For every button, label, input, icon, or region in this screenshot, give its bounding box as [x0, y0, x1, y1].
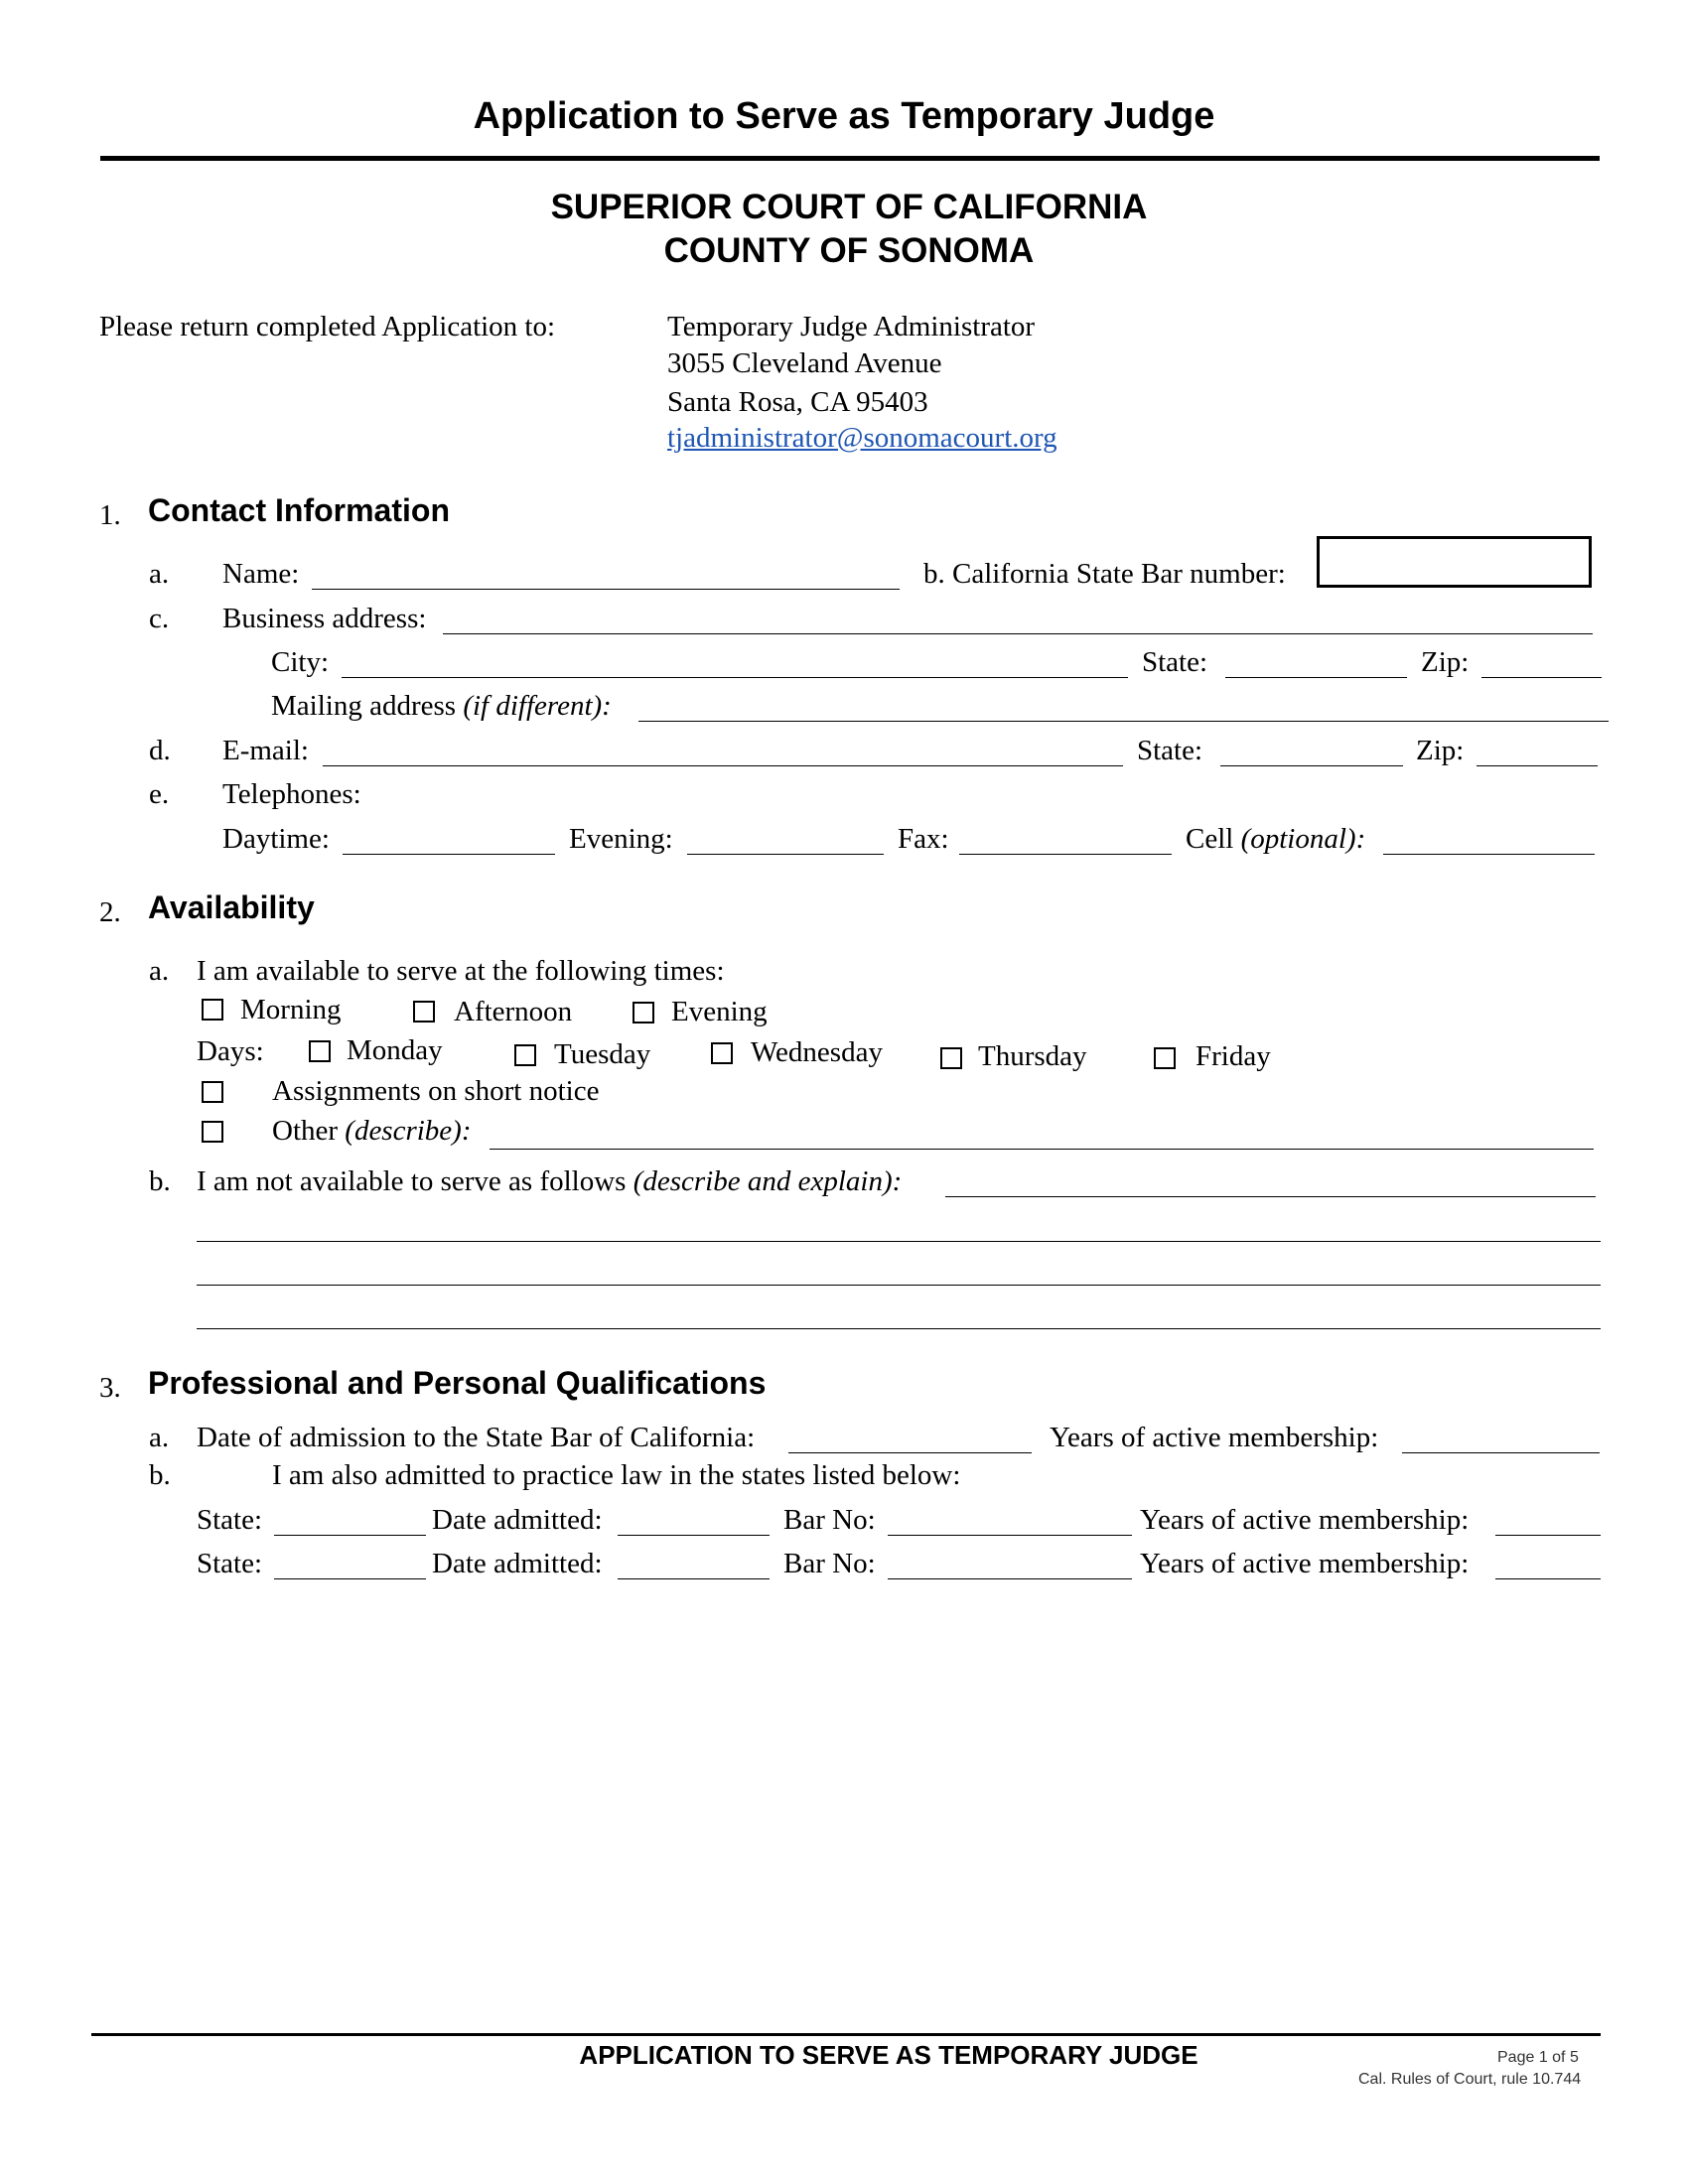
return-label: Please return completed Application to:	[99, 311, 556, 342]
admission-date-label: Date of admission to the State Bar of California:	[197, 1422, 756, 1453]
morning-label: Morning	[240, 994, 342, 1025]
section2-title: Availability	[148, 889, 315, 925]
letter-a: a.	[149, 558, 170, 590]
bar-no-row1-label: Bar No:	[783, 1504, 876, 1536]
letter-a-qualifications: a.	[149, 1422, 170, 1453]
evening-time-label: Evening	[671, 996, 768, 1027]
other-describe-field[interactable]	[490, 1149, 1594, 1150]
bar-no-row2-field[interactable]	[888, 1578, 1132, 1579]
letter-d: d.	[149, 735, 171, 766]
city-label: City:	[271, 646, 330, 678]
fax-label: Fax:	[898, 823, 949, 855]
state-row2-field[interactable]	[274, 1578, 426, 1579]
date-admitted-row2-label: Date admitted:	[432, 1548, 603, 1579]
not-available-line-3[interactable]	[197, 1285, 1601, 1286]
other-states-label: I am also admitted to practice law in the states listed below:	[272, 1459, 961, 1491]
thursday-checkbox[interactable]	[940, 1047, 962, 1069]
not-available-field[interactable]	[945, 1196, 1596, 1197]
zip-field[interactable]	[1481, 677, 1602, 678]
section2-number: 2.	[99, 896, 121, 928]
name-label: Name:	[222, 558, 300, 590]
bar-number-field[interactable]	[1317, 536, 1592, 588]
state-row2-label: State:	[197, 1548, 263, 1579]
state-field[interactable]	[1225, 677, 1407, 678]
wednesday-label: Wednesday	[751, 1036, 883, 1068]
state-label: State:	[1142, 646, 1208, 678]
letter-c: c.	[149, 603, 170, 634]
not-available-line-4[interactable]	[197, 1328, 1601, 1329]
morning-checkbox[interactable]	[202, 999, 223, 1021]
page-number: Page 1 of 5	[1497, 2049, 1579, 2066]
monday-label: Monday	[347, 1034, 443, 1066]
letter-b-qualifications: b.	[149, 1459, 171, 1491]
years-row1-label: Years of active membership:	[1140, 1504, 1470, 1536]
thursday-label: Thursday	[978, 1040, 1087, 1072]
letter-e: e.	[149, 778, 170, 810]
tuesday-checkbox[interactable]	[514, 1044, 536, 1066]
date-admitted-row2-field[interactable]	[618, 1578, 770, 1579]
afternoon-checkbox[interactable]	[413, 1001, 435, 1023]
daytime-phone-field[interactable]	[343, 854, 555, 855]
administrator-street: 3055 Cleveland Avenue	[667, 347, 942, 379]
letter-a-availability: a.	[149, 955, 170, 987]
footer-divider	[91, 2033, 1601, 2036]
not-available-line-2[interactable]	[197, 1241, 1601, 1242]
footer-title: APPLICATION TO SERVE AS TEMPORARY JUDGE	[579, 2040, 1198, 2070]
years-row1-field[interactable]	[1495, 1535, 1601, 1536]
years-row2-field[interactable]	[1495, 1578, 1601, 1579]
not-available-label: I am not available to serve as follows (describe and explain):	[197, 1165, 903, 1197]
county-name: COUNTY OF SONOMA	[663, 231, 1035, 270]
tuesday-label: Tuesday	[554, 1038, 651, 1070]
rule-citation: Cal. Rules of Court, rule 10.744	[1358, 2071, 1582, 2088]
friday-label: Friday	[1196, 1040, 1271, 1072]
email-state-label: State:	[1137, 735, 1203, 766]
name-field[interactable]	[312, 589, 900, 590]
email-zip-label: Zip:	[1416, 735, 1465, 766]
section1-number: 1.	[99, 499, 121, 531]
monday-checkbox[interactable]	[309, 1040, 331, 1062]
administrator-email-link[interactable]: tjadministrator@sonomacourt.org	[667, 422, 1057, 454]
mailing-address-field[interactable]	[638, 721, 1609, 722]
business-address-field[interactable]	[443, 633, 1593, 634]
evening-label: Evening:	[569, 823, 673, 855]
fax-field[interactable]	[959, 854, 1172, 855]
state-row1-label: State:	[197, 1504, 263, 1536]
administrator-city: Santa Rosa, CA 95403	[667, 386, 928, 418]
state-row1-field[interactable]	[274, 1535, 426, 1536]
bar-no-row2-label: Bar No:	[783, 1548, 876, 1579]
business-address-label: Business address:	[222, 603, 427, 634]
availability-times-label: I am available to serve at the following times:	[197, 955, 725, 987]
email-state-field[interactable]	[1220, 765, 1403, 766]
section1-title: Contact Information	[148, 492, 450, 528]
wednesday-checkbox[interactable]	[711, 1042, 733, 1064]
letter-b-availability: b.	[149, 1165, 171, 1197]
years-membership-label: Years of active membership:	[1050, 1422, 1379, 1453]
section3-title: Professional and Personal Qualifications	[148, 1365, 767, 1401]
evening-checkbox[interactable]	[633, 1002, 654, 1024]
cell-label: Cell (optional):	[1186, 823, 1366, 855]
email-zip-field[interactable]	[1477, 765, 1598, 766]
afternoon-label: Afternoon	[454, 996, 573, 1027]
daytime-label: Daytime:	[222, 823, 330, 855]
email-field[interactable]	[323, 765, 1123, 766]
telephones-label: Telephones:	[222, 778, 361, 810]
short-notice-label: Assignments on short notice	[272, 1075, 600, 1107]
bar-no-row1-field[interactable]	[888, 1535, 1132, 1536]
other-label: Other (describe):	[272, 1115, 472, 1147]
evening-phone-field[interactable]	[687, 854, 884, 855]
administrator-name: Temporary Judge Administrator	[667, 311, 1036, 342]
mailing-address-label: Mailing address (if different):	[271, 690, 612, 722]
email-label: E-mail:	[222, 735, 309, 766]
court-name: SUPERIOR COURT OF CALIFORNIA	[550, 188, 1148, 226]
years-membership-field[interactable]	[1402, 1452, 1600, 1453]
city-field[interactable]	[342, 677, 1128, 678]
cell-phone-field[interactable]	[1383, 854, 1595, 855]
form-title: Application to Serve as Temporary Judge	[473, 95, 1215, 137]
years-row2-label: Years of active membership:	[1140, 1548, 1470, 1579]
admission-date-field[interactable]	[788, 1452, 1032, 1453]
zip-label: Zip:	[1421, 646, 1470, 678]
friday-checkbox[interactable]	[1154, 1047, 1176, 1069]
short-notice-checkbox[interactable]	[202, 1081, 223, 1103]
days-label: Days:	[197, 1035, 264, 1067]
bar-number-label: b. California State Bar number:	[923, 558, 1286, 590]
title-divider	[100, 156, 1600, 161]
date-admitted-row1-field[interactable]	[618, 1535, 770, 1536]
other-checkbox[interactable]	[202, 1121, 223, 1143]
section3-number: 3.	[99, 1372, 121, 1404]
date-admitted-row1-label: Date admitted:	[432, 1504, 603, 1536]
